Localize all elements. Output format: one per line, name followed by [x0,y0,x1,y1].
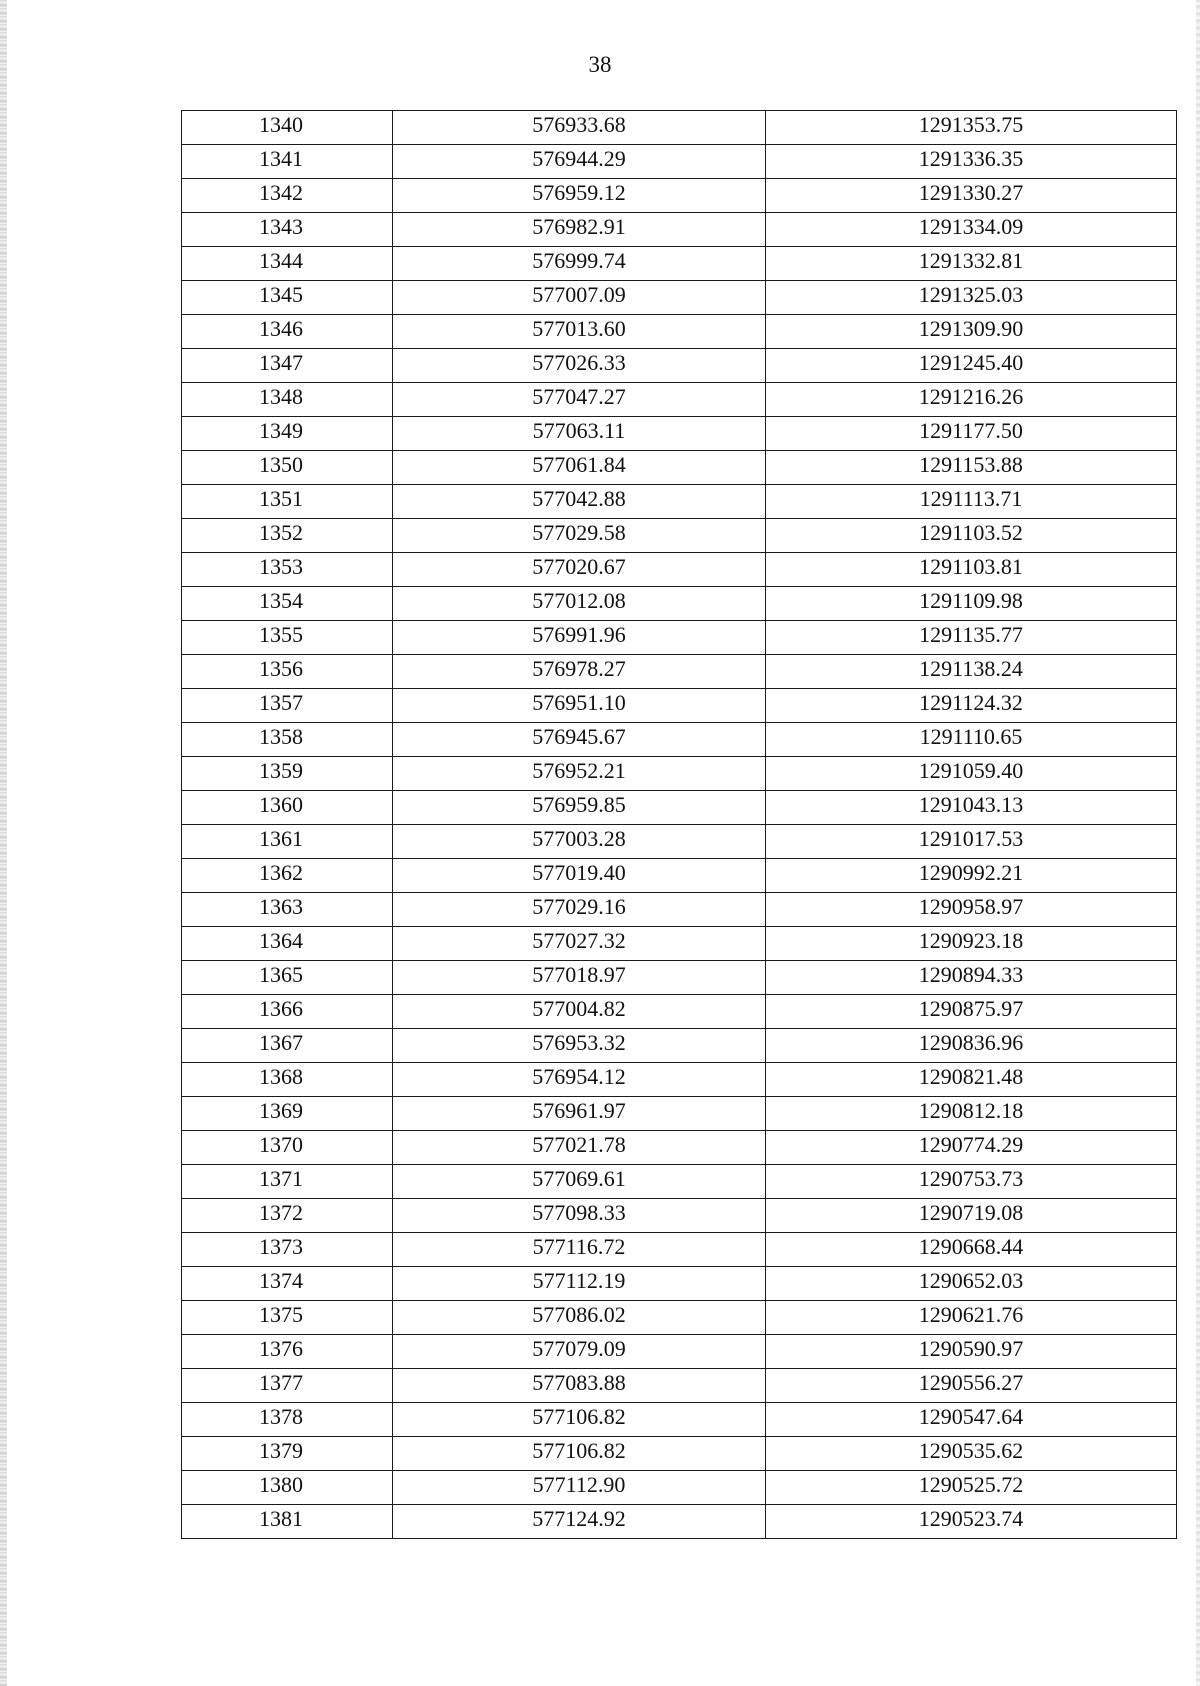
y-coordinate-cell [766,1267,1177,1301]
x-coordinate-cell [393,281,766,315]
scan-right-edge [1196,0,1200,1686]
point-number-cell [182,961,393,995]
table-row [182,1267,1177,1301]
y-coordinate-text: 1291103.81 [919,553,1023,579]
point-number-text: 1353 [259,553,303,579]
coordinates-table-body [182,111,1177,1539]
x-coordinate-text: 576933.68 [532,111,626,137]
table-row [182,349,1177,383]
y-coordinate-text: 1291059.40 [918,757,1024,783]
y-coordinate-cell [766,1131,1177,1165]
y-coordinate-text: 1291135.77 [919,621,1023,647]
y-coordinate-text: 1291113.71 [919,485,1023,511]
table-row [182,485,1177,519]
y-coordinate-cell [766,247,1177,281]
point-number-text: 1377 [259,1369,303,1395]
y-coordinate-cell [766,145,1177,179]
point-number-cell [182,1505,393,1539]
table-row [182,757,1177,791]
point-number-text: 1375 [259,1301,303,1327]
table-row [182,1471,1177,1505]
y-coordinate-text: 1290719.08 [918,1199,1024,1225]
point-number-cell [182,825,393,859]
x-coordinate-text: 576982.91 [532,213,626,239]
x-coordinate-cell [393,859,766,893]
y-coordinate-cell [766,689,1177,723]
point-number-cell [182,927,393,961]
table-row [182,961,1177,995]
table-row [182,927,1177,961]
x-coordinate-text: 577021.78 [532,1131,626,1157]
table-row [182,519,1177,553]
y-coordinate-cell [766,1063,1177,1097]
point-number-text: 1381 [259,1505,303,1531]
y-coordinate-text: 1290523.74 [918,1505,1024,1531]
x-coordinate-cell [393,451,766,485]
x-coordinate-cell [393,1165,766,1199]
x-coordinate-text: 576953.32 [532,1029,626,1055]
point-number-text: 1350 [259,451,303,477]
point-number-cell [182,1471,393,1505]
table-row [182,1335,1177,1369]
y-coordinate-text: 1290774.29 [918,1131,1024,1157]
coordinates-table [181,110,1177,1539]
y-coordinate-text: 1291017.53 [918,825,1024,851]
table-row [182,859,1177,893]
x-coordinate-cell [393,655,766,689]
point-number-cell [182,791,393,825]
x-coordinate-text: 576959.12 [532,179,626,205]
y-coordinate-cell [766,553,1177,587]
x-coordinate-text: 577029.16 [532,893,626,919]
y-coordinate-cell [766,723,1177,757]
x-coordinate-cell [393,1335,766,1369]
x-coordinate-text: 577069.61 [532,1165,626,1191]
point-number-text: 1373 [259,1233,303,1259]
y-coordinate-cell [766,995,1177,1029]
x-coordinate-cell [393,1369,766,1403]
y-coordinate-text: 1290923.18 [918,927,1024,953]
x-coordinate-text: 576952.21 [532,757,626,783]
point-number-cell [182,111,393,145]
point-number-cell [182,893,393,927]
x-coordinate-text: 577063.11 [532,417,626,443]
table-row [182,179,1177,213]
point-number-text: 1359 [259,757,303,783]
y-coordinate-text: 1290590.97 [918,1335,1024,1361]
point-number-cell [182,281,393,315]
table-row [182,111,1177,145]
x-coordinate-text: 577116.72 [532,1233,626,1259]
x-coordinate-text: 577007.09 [532,281,626,307]
x-coordinate-cell [393,757,766,791]
point-number-cell [182,1437,393,1471]
y-coordinate-cell [766,281,1177,315]
x-coordinate-cell [393,893,766,927]
table-row [182,1301,1177,1335]
y-coordinate-text: 1290836.96 [918,1029,1024,1055]
y-coordinate-text: 1291109.98 [919,587,1023,613]
x-coordinate-cell [393,213,766,247]
table-row [182,893,1177,927]
point-number-text: 1372 [259,1199,303,1225]
x-coordinate-text: 577083.88 [532,1369,626,1395]
y-coordinate-cell [766,213,1177,247]
table-row [182,1437,1177,1471]
x-coordinate-cell [393,1505,766,1539]
point-number-cell [182,621,393,655]
y-coordinate-text: 1291336.35 [918,145,1024,171]
point-number-text: 1349 [259,417,303,443]
x-coordinate-cell [393,1471,766,1505]
table-row [182,723,1177,757]
point-number-text: 1367 [259,1029,303,1055]
point-number-cell [182,383,393,417]
x-coordinate-cell [393,1403,766,1437]
x-coordinate-text: 576978.27 [532,655,626,681]
point-number-text: 1354 [259,587,303,613]
x-coordinate-cell [393,553,766,587]
x-coordinate-cell [393,179,766,213]
x-coordinate-text: 577047.27 [532,383,626,409]
point-number-cell [182,349,393,383]
table-row [182,1165,1177,1199]
x-coordinate-cell [393,961,766,995]
y-coordinate-cell [766,655,1177,689]
table-row [182,1233,1177,1267]
x-coordinate-cell [393,791,766,825]
x-coordinate-text: 576999.74 [532,247,626,273]
x-coordinate-text: 577029.58 [532,519,626,545]
point-number-cell [182,519,393,553]
point-number-text: 1342 [259,179,303,205]
y-coordinate-cell [766,111,1177,145]
y-coordinate-cell [766,1335,1177,1369]
x-coordinate-text: 576945.67 [532,723,626,749]
point-number-cell [182,1403,393,1437]
x-coordinate-cell [393,417,766,451]
point-number-text: 1364 [259,927,303,953]
x-coordinate-text: 577112.19 [532,1267,626,1293]
x-coordinate-cell [393,349,766,383]
table-row [182,1131,1177,1165]
point-number-text: 1343 [259,213,303,239]
point-number-cell [182,485,393,519]
x-coordinate-text: 576961.97 [532,1097,626,1123]
x-coordinate-cell [393,621,766,655]
y-coordinate-text: 1290875.97 [918,995,1024,1021]
point-number-text: 1355 [259,621,303,647]
y-coordinate-text: 1290821.48 [918,1063,1024,1089]
page-number: 38 [588,52,612,77]
x-coordinate-cell [393,1267,766,1301]
x-coordinate-text: 577086.02 [532,1301,626,1327]
point-number-text: 1348 [259,383,303,409]
y-coordinate-text: 1291124.32 [919,689,1023,715]
x-coordinate-text: 577020.67 [532,553,626,579]
point-number-cell [182,587,393,621]
point-number-cell [182,1131,393,1165]
x-coordinate-text: 577013.60 [532,315,626,341]
point-number-text: 1376 [259,1335,303,1361]
table-row [182,587,1177,621]
y-coordinate-cell [766,961,1177,995]
x-coordinate-cell [393,1437,766,1471]
table-row [182,825,1177,859]
y-coordinate-cell [766,859,1177,893]
x-coordinate-text: 577079.09 [532,1335,626,1361]
x-coordinate-text: 577124.92 [532,1505,626,1531]
table-row [182,315,1177,349]
x-coordinate-text: 576959.85 [532,791,626,817]
point-number-text: 1369 [259,1097,303,1123]
point-number-cell [182,995,393,1029]
y-coordinate-text: 1290547.64 [918,1403,1024,1429]
x-coordinate-cell [393,145,766,179]
point-number-cell [182,1063,393,1097]
point-number-text: 1361 [259,825,303,851]
y-coordinate-cell [766,1301,1177,1335]
y-coordinate-text: 1291103.52 [919,519,1023,545]
table-row [182,1369,1177,1403]
y-coordinate-cell [766,927,1177,961]
x-coordinate-cell [393,723,766,757]
point-number-text: 1379 [259,1437,303,1463]
x-coordinate-cell [393,111,766,145]
y-coordinate-cell [766,383,1177,417]
x-coordinate-text: 577012.08 [532,587,626,613]
y-coordinate-cell [766,1097,1177,1131]
y-coordinate-cell [766,1165,1177,1199]
y-coordinate-cell [766,1471,1177,1505]
y-coordinate-text: 1291216.26 [918,383,1024,409]
y-coordinate-text: 1290652.03 [918,1267,1024,1293]
table-row [182,247,1177,281]
point-number-text: 1347 [259,349,303,375]
point-number-text: 1345 [259,281,303,307]
y-coordinate-cell [766,1029,1177,1063]
x-coordinate-text: 577027.32 [532,927,626,953]
table-row [182,791,1177,825]
point-number-text: 1365 [259,961,303,987]
y-coordinate-text: 1290556.27 [918,1369,1024,1395]
point-number-cell [182,315,393,349]
point-number-cell [182,1029,393,1063]
point-number-text: 1370 [259,1131,303,1157]
x-coordinate-text: 577042.88 [532,485,626,511]
y-coordinate-text: 1290535.62 [918,1437,1024,1463]
y-coordinate-text: 1291110.65 [919,723,1023,749]
point-number-text: 1378 [259,1403,303,1429]
point-number-cell [182,145,393,179]
x-coordinate-cell [393,383,766,417]
y-coordinate-text: 1291353.75 [918,111,1024,137]
x-coordinate-text: 577004.82 [532,995,626,1021]
point-number-cell [182,689,393,723]
y-coordinate-text: 1290668.44 [918,1233,1024,1259]
point-number-text: 1357 [259,689,303,715]
x-coordinate-text: 577112.90 [532,1471,626,1497]
table-row [182,417,1177,451]
x-coordinate-cell [393,689,766,723]
x-coordinate-text: 576951.10 [532,689,626,715]
x-coordinate-text: 577003.28 [532,825,626,851]
y-coordinate-text: 1291177.50 [919,417,1023,443]
point-number-text: 1360 [259,791,303,817]
y-coordinate-cell [766,485,1177,519]
table-row [182,281,1177,315]
point-number-text: 1341 [259,145,303,171]
table-row [182,1199,1177,1233]
y-coordinate-cell [766,1369,1177,1403]
point-number-cell [182,655,393,689]
point-number-text: 1358 [259,723,303,749]
point-number-text: 1363 [259,893,303,919]
y-coordinate-text: 1291334.09 [918,213,1024,239]
y-coordinate-text: 1290958.97 [918,893,1024,919]
x-coordinate-text: 576954.12 [532,1063,626,1089]
x-coordinate-cell [393,1301,766,1335]
x-coordinate-cell [393,927,766,961]
point-number-cell [182,757,393,791]
y-coordinate-text: 1290753.73 [918,1165,1024,1191]
point-number-cell [182,1335,393,1369]
point-number-cell [182,247,393,281]
table-row [182,145,1177,179]
y-coordinate-text: 1291153.88 [919,451,1023,477]
x-coordinate-text: 577061.84 [532,451,626,477]
point-number-cell [182,859,393,893]
x-coordinate-cell [393,315,766,349]
point-number-cell [182,179,393,213]
y-coordinate-text: 1290621.76 [918,1301,1024,1327]
table-row [182,1097,1177,1131]
y-coordinate-cell [766,893,1177,927]
y-coordinate-cell [766,1199,1177,1233]
table-row [182,213,1177,247]
point-number-cell [182,1267,393,1301]
point-number-cell [182,213,393,247]
table-row [182,621,1177,655]
y-coordinate-text: 1291330.27 [918,179,1024,205]
point-number-text: 1344 [259,247,303,273]
x-coordinate-text: 577018.97 [532,961,626,987]
y-coordinate-text: 1291325.03 [918,281,1024,307]
point-number-cell [182,1301,393,1335]
y-coordinate-text: 1290812.18 [918,1097,1024,1123]
point-number-cell [182,417,393,451]
y-coordinate-cell [766,417,1177,451]
x-coordinate-cell [393,1063,766,1097]
x-coordinate-cell [393,247,766,281]
point-number-cell [182,1369,393,1403]
point-number-text: 1340 [259,111,303,137]
y-coordinate-cell [766,587,1177,621]
table-row [182,383,1177,417]
y-coordinate-cell [766,349,1177,383]
x-coordinate-text: 577106.82 [532,1437,626,1463]
x-coordinate-cell [393,1029,766,1063]
y-coordinate-cell [766,1233,1177,1267]
x-coordinate-text: 577098.33 [532,1199,626,1225]
y-coordinate-cell [766,1403,1177,1437]
point-number-cell [182,1097,393,1131]
x-coordinate-cell [393,1233,766,1267]
point-number-text: 1352 [259,519,303,545]
y-coordinate-cell [766,791,1177,825]
y-coordinate-text: 1291332.81 [918,247,1024,273]
table-row [182,1029,1177,1063]
x-coordinate-text: 577026.33 [532,349,626,375]
point-number-cell [182,451,393,485]
y-coordinate-cell [766,621,1177,655]
point-number-cell [182,553,393,587]
x-coordinate-text: 577106.82 [532,1403,626,1429]
table-row [182,995,1177,1029]
point-number-text: 1356 [259,655,303,681]
point-number-text: 1351 [259,485,303,511]
point-number-cell [182,723,393,757]
x-coordinate-cell [393,1131,766,1165]
x-coordinate-text: 576991.96 [532,621,626,647]
table-row [182,1063,1177,1097]
y-coordinate-text: 1290894.33 [918,961,1024,987]
y-coordinate-cell [766,1437,1177,1471]
x-coordinate-cell [393,1097,766,1131]
x-coordinate-text: 576944.29 [532,145,626,171]
x-coordinate-text: 577019.40 [532,859,626,885]
point-number-text: 1371 [259,1165,303,1191]
y-coordinate-cell [766,451,1177,485]
x-coordinate-cell [393,587,766,621]
x-coordinate-cell [393,1199,766,1233]
y-coordinate-text: 1290992.21 [918,859,1024,885]
point-number-cell [182,1199,393,1233]
y-coordinate-cell [766,1505,1177,1539]
y-coordinate-text: 1290525.72 [918,1471,1024,1497]
point-number-cell [182,1165,393,1199]
point-number-cell [182,1233,393,1267]
x-coordinate-cell [393,519,766,553]
point-number-text: 1374 [259,1267,303,1293]
x-coordinate-cell [393,995,766,1029]
table-row [182,451,1177,485]
table-row [182,689,1177,723]
y-coordinate-cell [766,825,1177,859]
y-coordinate-text: 1291138.24 [919,655,1023,681]
table-row [182,553,1177,587]
y-coordinate-text: 1291245.40 [918,349,1024,375]
y-coordinate-cell [766,757,1177,791]
y-coordinate-text: 1291309.90 [918,315,1024,341]
y-coordinate-text: 1291043.13 [918,791,1024,817]
y-coordinate-cell [766,519,1177,553]
table-row [182,655,1177,689]
scan-left-edge [0,0,7,1686]
point-number-text: 1368 [259,1063,303,1089]
point-number-text: 1362 [259,859,303,885]
point-number-text: 1366 [259,995,303,1021]
x-coordinate-cell [393,825,766,859]
y-coordinate-cell [766,315,1177,349]
point-number-text: 1380 [259,1471,303,1497]
y-coordinate-cell [766,179,1177,213]
point-number-text: 1346 [259,315,303,341]
table-row [182,1505,1177,1539]
x-coordinate-cell [393,485,766,519]
table-row [182,1403,1177,1437]
